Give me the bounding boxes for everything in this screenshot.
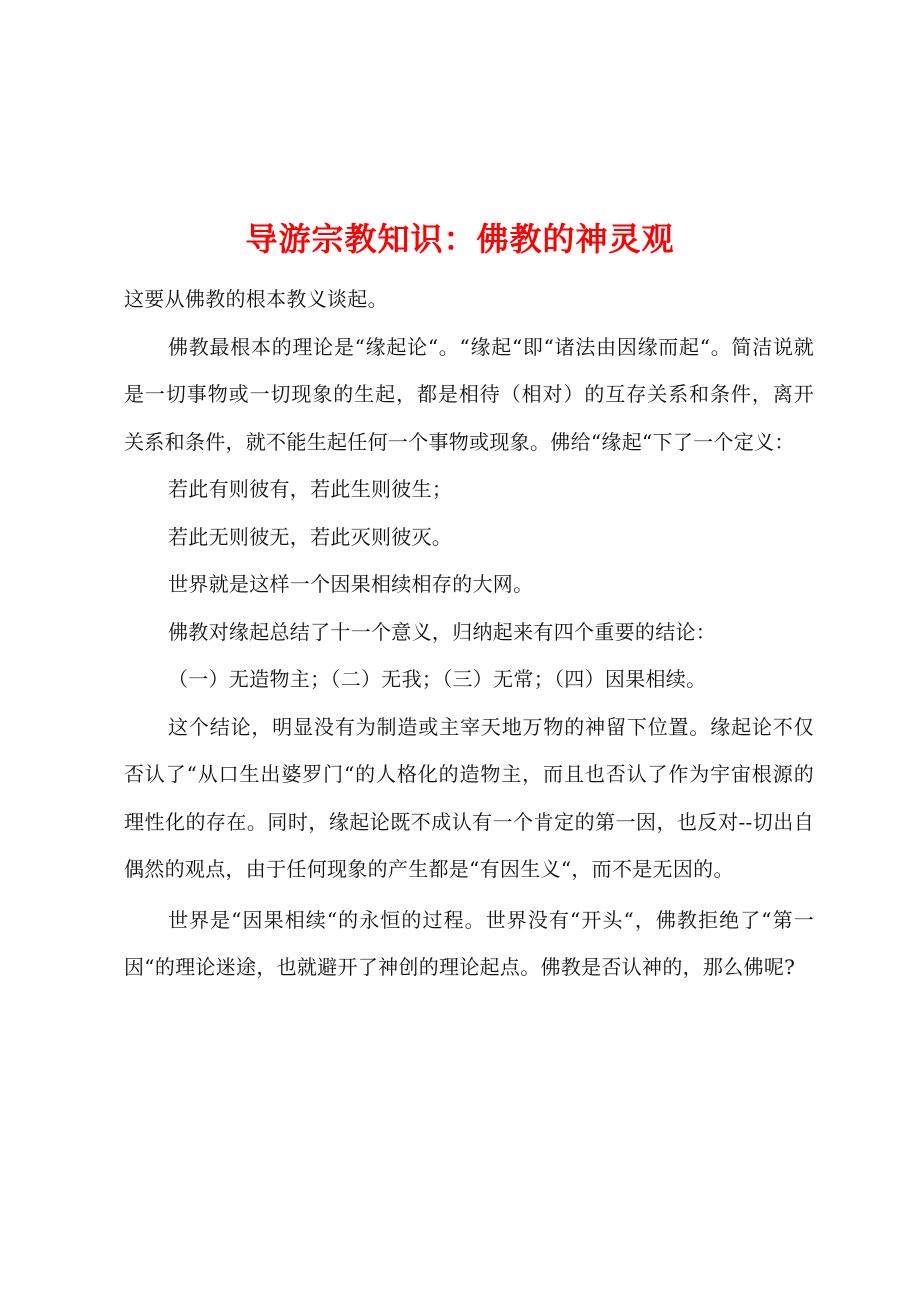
paragraph-four-conclusions-intro: 佛教对缘起总结了十一个意义，归纳起来有四个重要的结论：	[168, 619, 717, 644]
paragraph-dependent-origination: 佛教最根本的理论是“缘起论“。“缘起“即“诸法由因缘而起“。简洁说就是一切事物或一切现象的生起，都是相待（相对）的互存关系和条件，离开关系和条件，就不能生起任何一个事物或现象。佛给“缘起“下了一个定义：	[124, 334, 814, 454]
paragraph-verse-line-1: 若此有则彼有，若此生则彼生；	[168, 477, 453, 501]
paragraph-four-conclusions-list: （一）无造物主；（二）无我；（三）无常；（四）因果相续。	[168, 667, 707, 691]
document-title: 导游宗教知识：佛教的神灵观	[245, 220, 675, 259]
paragraph-verse-line-2: 若此无则彼无，若此灭则彼灭。	[168, 524, 453, 549]
paragraph-intro: 这要从佛教的根本教义谈起。	[124, 287, 388, 311]
document-body	[124, 276, 814, 992]
paragraph-world-net: 世界就是这样一个因果相续相存的大网。	[168, 572, 534, 596]
paragraph-causal-continuity: 世界是“因果相续“的永恒的过程。世界没有“开头“，佛教拒绝了“第一因“的理论迷途，也就避开了神创的理论起点。佛教是否认神的，那么佛呢?	[124, 907, 814, 979]
paragraph-no-creator: 这个结论，明显没有为制造或主宰天地万物的神留下位置。缘起论不仅否认了“从口生出婆罗门“的人格化的造物主，而且也否认了作为宇宙根源的理性化的存在。同时，缘起论既不成认有一个肯定的第一因，也反对--切出自偶然的观点，由于任何现象的产生都是“有因生义“，而不是无因的。	[124, 714, 814, 881]
